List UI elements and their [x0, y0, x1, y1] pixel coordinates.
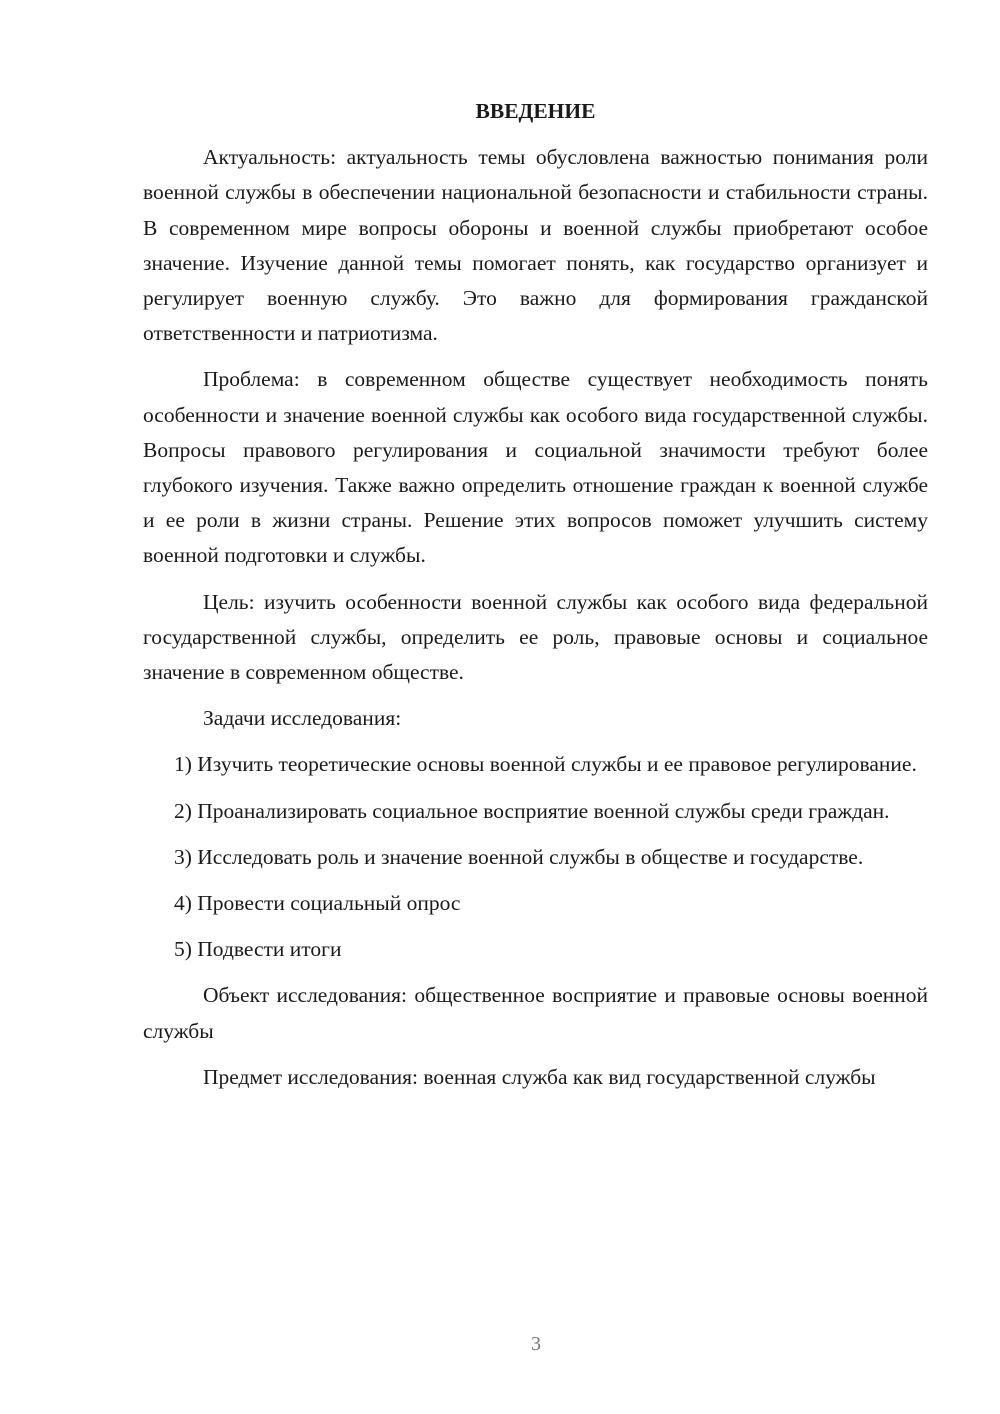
document-page [143, 94, 928, 1106]
research-subject-paragraph: Предмет исследования: военная служба как вид государственной службы [203, 1064, 876, 1089]
problem-paragraph: Проблема: в современном обществе существует необходимость понять особенности и значение военной службы как особого вида государственной службы. Вопросы правового регулирования и социальной значимости требуют более глубокого изучения. Также важно определить отношение граждан к военной службе и ее роли в жизни страны. Решение этих вопросов поможет улучшить систему военной подготовки и службы. [143, 367, 928, 568]
task-item-4: 4) Провести социальный опрос [174, 891, 461, 916]
section-title: ВВЕДЕНИЕ [475, 99, 596, 123]
relevance-paragraph: Актуальность: актуальность темы обусловлена важностью понимания роли военной службы в обеспечении национальной безопасности и стабильности страны. В современном мире вопросы обороны и военной службы приобретают особое значение. Изучение данной темы помогает понять, как государство организует и регулирует военную службу. Это важно для формирования гражданской ответственности и патриотизма. [143, 145, 928, 346]
task-item-2: 2) Проанализировать социальное восприятие военной службы среди граждан. [174, 798, 890, 823]
research-object-paragraph: Объект исследования: общественное восприятие и правовые основы военной службы [143, 983, 928, 1043]
task-item-5: 5) Подвести итоги [174, 937, 342, 962]
goal-paragraph: Цель: изучить особенности военной службы как особого вида федеральной государственной службы, определить ее роль, правовые основы и социальное значение в современном обществе. [143, 589, 928, 685]
task-item-1: 1) Изучить теоретические основы военной службы и ее правовое регулирование. [174, 752, 917, 777]
page-number: 3 [531, 1333, 541, 1355]
task-item-3: 3) Исследовать роль и значение военной службы в обществе и государстве. [174, 844, 864, 869]
tasks-heading: Задачи исследования: [203, 706, 402, 731]
